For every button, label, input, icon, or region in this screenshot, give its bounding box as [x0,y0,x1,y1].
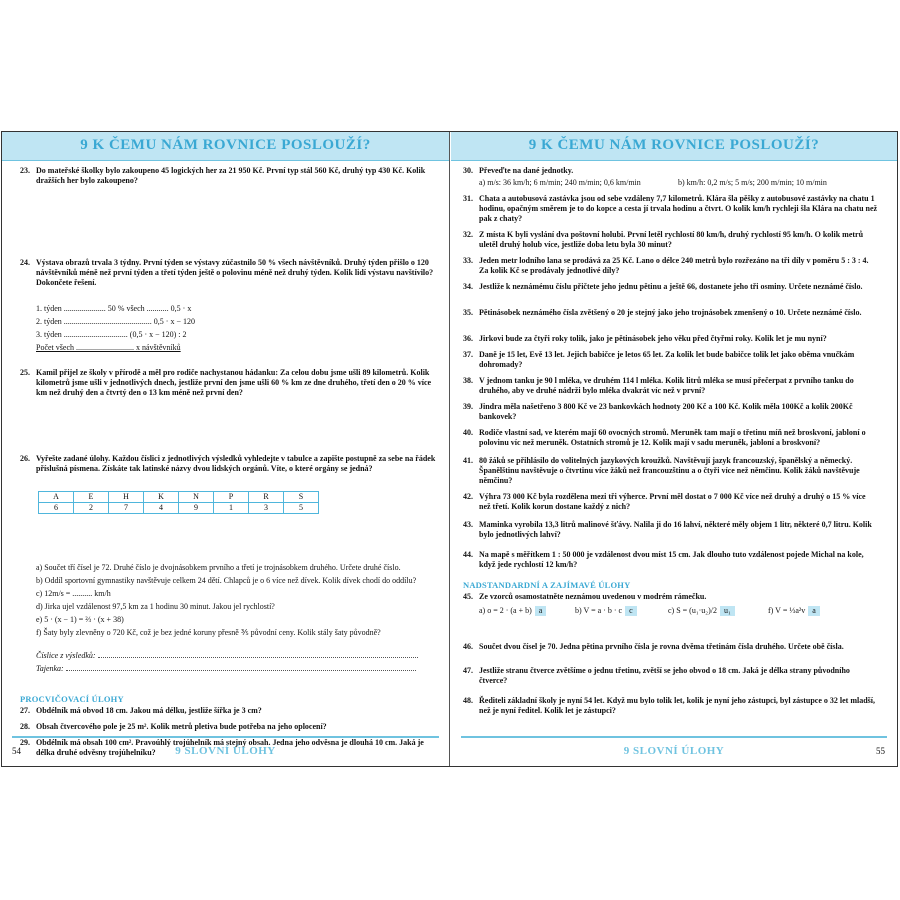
cipher-digit: 6 [39,503,74,514]
exercise-text: Převeďte na dané jednotky. [479,166,574,175]
footer-title: 9 SLOVNÍ ÚLOHY [623,745,725,757]
exercise-text: Z místa K byli vyslání dva poštovní holubi. První letěl rychlostí 80 km/h, druhý rychlostí 95 km/h. O kolik metrů uletěl druhý holub více, jestliže doba letu byla 30 minut? [479,230,864,249]
formula-f [768,606,820,616]
exercise-text: Obdélník má obvod 18 cm. Jakou má délku, jestliže šířka je 3 cm? [36,706,262,715]
solution-row-total: Počet všech ............................. x návštěvníků [36,343,181,352]
cipher-letter: P [214,492,249,503]
task-c: c) 12m/s = .......... km/h [36,589,111,598]
footer-title: 9 SLOVNÍ ÚLOHY [175,745,276,757]
footer-rule [12,736,439,738]
exercise-23 [20,166,439,186]
exercise-text: Jirkovi bude za čtyři roky tolik, jako je pětinásobek jeho věku před čtyřmi roky. Kolik let je mu nyní? [479,334,827,343]
exercise-text: Vyřešte zadané úlohy. Každou číslici z jednotlivých výsledků vyhledejte v tabulce a zapište postupně za sebe na řádek příslušná písmena. Získáte tak latinské názvy dvou lidských orgánů. Víte, o které orgány se jedná? [36,454,436,473]
formula-c-text: c) S = (u₁·u₂)/2 [668,606,717,615]
formula-b-box: c [625,606,637,616]
right-header [451,132,897,161]
exercise-number: 41. [463,456,473,465]
exercise-41 [463,456,879,486]
section-advanced-title: NADSTANDARDNÍ A ZAJÍMAVÉ ÚLOHY [463,580,631,590]
exercise-32 [463,230,879,250]
exercise-24 [20,258,439,288]
cipher-digit: 4 [144,503,179,514]
solution-row-2: 2. týden ............................................ 0,5 · x − 120 [36,317,195,326]
page-number: 54 [12,746,21,756]
section-practice-title: PROCVIČOVACÍ ÚLOHY [20,694,124,704]
exercise-30-b: b) km/h: 0,2 m/s; 5 m/s; 200 m/min; 10 m/min [678,178,827,187]
exercise-number: 26. [20,454,30,463]
exercise-number: 24. [20,258,30,267]
answer-secret-line[interactable] [36,664,426,674]
exercise-25 [20,368,439,398]
exercise-26 [20,454,439,474]
cipher-digit: 3 [249,503,284,514]
exercise-number: 47. [463,666,473,675]
cipher-digit: 2 [74,503,109,514]
task-f: f) Šaty byly zlevněny o 720 Kč, což je bez jedné koruny přesně ⅗ původní ceny. Kolik stály šaty původně? [36,628,381,637]
exercise-text: Obdélník má obsah 100 cm². Pravoúhlý trojúhelník má stejný obsah. Jedna jeho odvěsna je dlouhá 10 cm. Jaká je délka druhé odvěsny trojúhelníku? [36,738,424,757]
solution-row-3: 3. týden ................................ (0,5 · x − 120) : 2 [36,330,187,339]
exercise-42 [463,492,879,512]
cipher-letters-row [39,492,319,503]
left-footer [2,736,449,766]
formula-b-text: b) V = a · b · c [575,606,623,615]
left-page [2,132,450,766]
exercise-number: 25. [20,368,30,377]
exercise-text: Jestliže k neznámému číslu přičtete jeho jednu pětinu a ještě 66, dostanete jeho tři osminy. Určete neznámé číslo. [479,282,863,291]
exercise-text: Jeden metr lodního lana se prodává za 25 Kč. Lano o délce 240 metrů bylo rozřezáno na tři díly v poměru 5 : 3 : 4. Za kolik Kč se prodávaly jednotlivé díly? [479,256,869,275]
right-page [451,132,897,766]
exercise-46 [463,642,879,652]
exercise-text: Do mateřské školky bylo zakoupeno 45 logických her za 21 950 Kč. První typ stál 560 Kč, druhý typ 430 Kč. Kolik dražších her bylo zakoupeno? [36,166,426,185]
exercise-43 [463,520,879,540]
exercise-number: 40. [463,428,473,437]
exercise-text: Obsah čtvercového pole je 25 m². Kolik metrů pletiva bude potřeba na jeho oplocení? [36,722,327,731]
exercise-33 [463,256,879,276]
task-a: a) Součet tří čísel je 72. Druhé číslo je dvojnásobkem prvního a třetí je trojnásobkem druhého. Určete druhé číslo. [36,563,401,572]
exercise-text: Výhra 73 000 Kč byla rozdělena mezi tři výherce. První měl dostat o 7 000 Kč více než druhý a druhý o 15 % více než třetí. Kolik korun dostane každý z nich? [479,492,866,511]
task-e: e) 5 · (x − 1) = ⅔ · (x + 38) [36,615,124,624]
exercise-number: 32. [463,230,473,239]
exercise-number: 27. [20,706,30,715]
answer-digits-blank[interactable] [98,657,418,658]
exercise-number: 31. [463,194,473,203]
exercise-30 [463,166,879,176]
formula-b [575,606,637,616]
right-footer [451,736,897,766]
cipher-letter: A [39,492,74,503]
cipher-table [38,491,319,514]
cipher-letter: S [284,492,319,503]
cipher-letter: E [74,492,109,503]
task-b: b) Oddíl sportovní gymnastiky navštěvuje celkem 24 dětí. Chlapců je o 6 více než dívek. Kolik dívek chodí do oddílu? [36,576,417,585]
formula-a-box: a [535,606,547,616]
exercise-text: Ze vzorců osamostatněte neznámou uvedenou v modrém rámečku. [479,592,707,601]
exercise-text: Výstava obrazů trvala 3 týdny. První týden se výstavy zúčastnilo 50 % všech návštěvníků. Druhý týden přišlo o 120 návštěvníků méně než první týden a třetí týden ještě o polovinu méně než druhý týden. Kolik lidí výstavu navštívilo? Dokončete řešení. [36,258,434,287]
right-header-title: 9 K ČEMU NÁM ROVNICE POSLOUŽÍ? [528,137,820,153]
formula-f-text: f) V = ⅓a²v [768,606,806,615]
exercise-number: 30. [463,166,473,175]
exercise-text: V jednom tanku je 90 l mléka, ve druhém 114 l mléka. Kolik litrů mléka se musí přečerpat z prvního tanku do druhého, aby ve druhé nádrži bylo mléka dvakrát víc než v první? [479,376,854,395]
formula-c-box: u₁ [720,606,735,616]
exercise-number: 45. [463,592,473,601]
exercise-number: 34. [463,282,473,291]
exercise-text: Součet dvou čísel je 70. Jedna pětina prvního čísla je rovna dvěma třetinám čísla druhého. Určete obě čísla. [479,642,844,651]
exercise-text: Chata a autobusová zastávka jsou od sebe vzdáleny 7,7 kilometrů. Klára šla pěšky z autobusové zastávky na chatu 1 hodinu, opačným směrem je to do kopce a cesta jí trvala hodinu a čtvrt. O kolik km/h rychleji šla Klára na chatu než pak z chaty? [479,194,878,223]
exercise-text: Daně je 15 let, Evě 13 let. Jejich babičce je letos 65 let. Za kolik let bude babičce tolik let jako oběma vnučkám dohromady? [479,350,855,369]
formula-a [479,606,546,616]
exercise-text: 80 žáků se přihlásilo do volitelných jazykových kroužků. Navštěvují jazyk francouzský, španělský a německý. Španělštinu navštěvuje o čtvrtinu více žáků než francouzštinu a o čtyři více než němčinu. Kolik žáků navštěvuje němčinu? [479,456,860,485]
solution-row-1: 1. týden ..................... 50 % všech ........... 0,5 · x [36,304,192,313]
exercise-number: 23. [20,166,30,175]
exercise-34 [463,282,879,292]
exercise-number: 29. [20,738,30,747]
cipher-digit: 1 [214,503,249,514]
cipher-digit: 5 [284,503,319,514]
exercise-number: 36. [463,334,473,343]
exercise-text: Rodiče vlastní sad, ve kterém mají 60 ovocných stromů. Meruněk tam mají o třetinu míň než broskvoní, jabloní o polovinu víc než meruněk. Ostatních stromů je 12. Kolik mají v sadu meruněk, jabloní a broskvoní? [479,428,866,447]
exercise-37 [463,350,879,370]
exercise-40 [463,428,879,448]
task-d: d) Jirka ujel vzdálenost 97,5 km za 1 hodinu 30 minut. Jakou jel rychlostí? [36,602,275,611]
exercise-36 [463,334,879,344]
exercise-number: 33. [463,256,473,265]
exercise-number: 43. [463,520,473,529]
exercise-number: 38. [463,376,473,385]
exercise-text: Jindra měla našetřeno 3 800 Kč ve 23 bankovkách hodnoty 200 Kč a 100 Kč. Kolik měla 100Kč a kolik 200Kč bankovek? [479,402,853,421]
exercise-number: 28. [20,722,30,731]
cipher-letter: H [109,492,144,503]
left-header [2,132,449,161]
cipher-letter: N [179,492,214,503]
book-spread [1,131,898,767]
page-number: 55 [876,746,885,756]
formula-f-box: a [808,606,820,616]
exercise-number: 42. [463,492,473,501]
exercise-30-a: a) m/s: 36 km/h; 6 m/min; 240 m/min; 0,6 km/min [479,178,641,187]
exercise-38 [463,376,879,396]
exercise-number: 44. [463,550,473,559]
answer-digits-line[interactable] [36,651,426,661]
cipher-letter: K [144,492,179,503]
exercise-35 [463,308,879,318]
formula-a-text: a) o = 2 · (a + b) [479,606,532,615]
footer-rule [461,736,887,738]
exercise-number: 46. [463,642,473,651]
exercise-text: Pětinásobek neznámého čísla zvětšený o 20 je stejný jako jeho trojnásobek zmenšený o 10. Určete neznámé číslo. [479,308,862,317]
cipher-letter: R [249,492,284,503]
exercise-45 [463,592,879,602]
formula-c [668,606,735,616]
left-header-title: 9 K ČEMU NÁM ROVNICE POSLOUŽÍ? [80,137,371,153]
exercise-44 [463,550,879,570]
exercise-47 [463,666,879,686]
exercise-text: Jestliže stranu čtverce zvětšíme o jednu třetinu, zvětší se jeho obvod o 18 cm. Jaká je délka strany původního čtverce? [479,666,850,685]
exercise-text: Na mapě s měřítkem 1 : 50 000 je vzdálenost dvou míst 15 cm. Jak dlouho tuto vzdálenost pojede Michal na kole, když jede rychlostí 12 km/h? [479,550,864,569]
cipher-digit: 7 [109,503,144,514]
exercise-text: Řediteli základní školy je nyní 54 let. Když mu bylo tolik let, kolik je nyní jeho zástupci, byl zástupce o 32 let mladší, než je nyní ředitel. Kolik let je zástupci? [479,696,876,715]
cipher-digits-row [39,503,319,514]
exercise-39 [463,402,879,422]
exercise-31 [463,194,879,224]
cipher-digit: 9 [179,503,214,514]
exercise-number: 39. [463,402,473,411]
answer-digits-label: Číslice z výsledků: [36,651,96,660]
exercise-text: Maminka vyrobila 13,3 litrů malinové šťávy. Nalila ji do 16 lahví, některé měly objem 1 litr, některé 0,7 litru. Kolik bylo jednotlivých lahví? [479,520,872,539]
exercise-number: 37. [463,350,473,359]
exercise-text: Kamil přijel ze školy v přírodě a měl pro rodiče nachystanou hádanku: Za celou dobu jsme ušli 89 kilometrů. Kolik kilometrů jsme ušli v jednotlivých dnech, jestliže první den jsme ušli 60 % km ze dne druhého, třetí den o 20 % více km než druhý den a čtvrtý den o 13 km méně než první den? [36,368,432,397]
answer-secret-blank[interactable] [66,670,416,671]
exercise-number: 48. [463,696,473,705]
answer-secret-label: Tajenka: [36,664,64,673]
exercise-27 [20,706,439,716]
exercise-48 [463,696,879,716]
exercise-28 [20,722,439,732]
exercise-number: 35. [463,308,473,317]
